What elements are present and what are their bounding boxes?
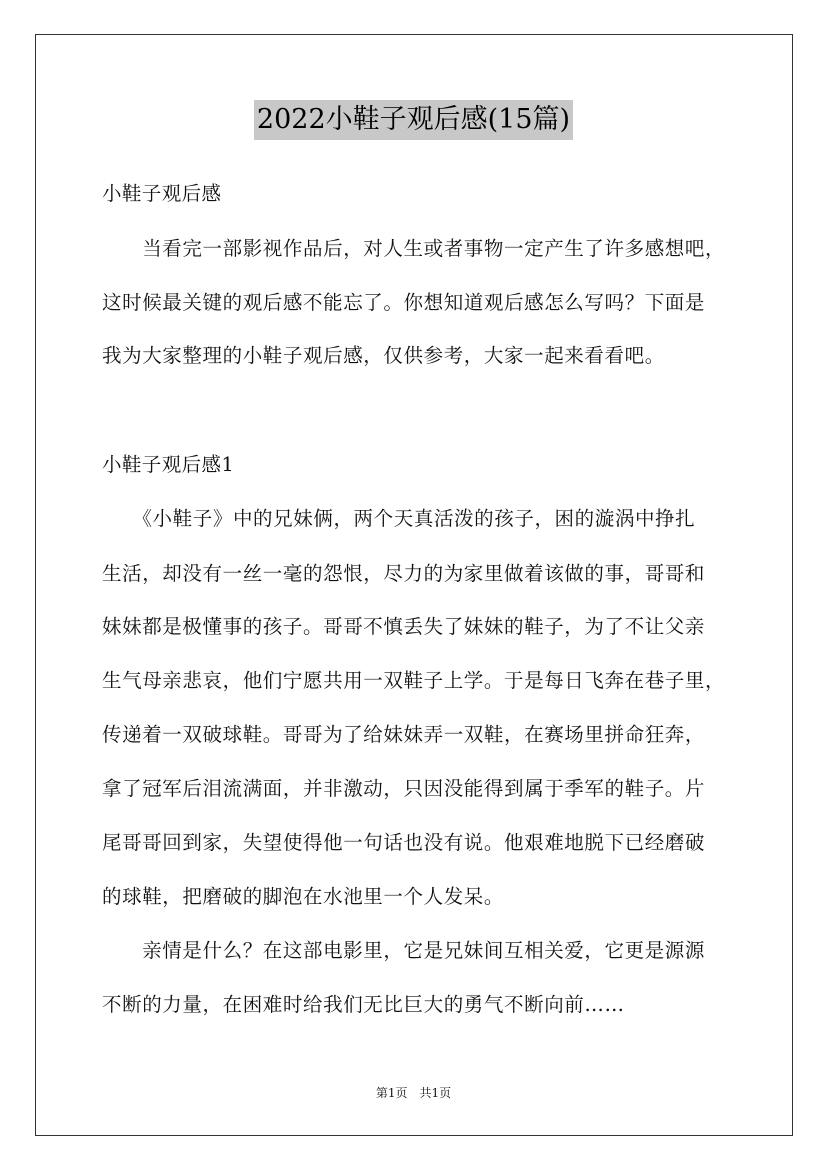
section1-para1-line-1: 《小鞋子》中的兄妹俩，两个天真活泼的孩子，困的漩涡中挣扎 [102,507,696,530]
section1-para1-line-6: 拿了冠军后泪流满面，并非激动，只因没能得到属于季军的鞋子。片 [102,777,706,800]
section1-para1-line-2: 生活，却没有一丝一毫的怨恨，尽力的为家里做着该做的事，哥哥和 [102,562,706,585]
title-wrap [0,100,827,140]
intro-heading: 小鞋子观后感 [102,182,222,205]
page-footer: 第1页 共1页 [375,1086,452,1100]
section1-para1-line-3: 妹妹都是极懂事的孩子。哥哥不慎丢失了妹妹的鞋子，为了不让父亲 [102,615,706,638]
document-title: 2022小鞋子观后感(15篇) [254,100,573,140]
intro-line-2: 这时候最关键的观后感不能忘了。你想知道观后感怎么写吗？下面是 [102,291,706,314]
section1-para2-line-2: 不断的力量，在困难时给我们无比巨大的勇气不断向前…… [102,993,625,1016]
intro-line-3: 我为大家整理的小鞋子观后感，仅供参考，大家一起来看看吧。 [102,344,665,367]
section1-para2-line-1: 亲情是什么？在这部电影里，它是兄妹间互相关爱，它更是源源 [102,939,706,962]
section1-para1-line-5: 传递着一双破球鞋。哥哥为了给妹妹弄一双鞋，在赛场里拼命狂奔， [102,723,706,746]
section1-para1-line-4: 生气母亲悲哀，他们宁愿共用一双鞋子上学。于是每日飞奔在巷子里， [102,669,726,692]
intro-line-1: 当看完一部影视作品后，对人生或者事物一定产生了许多感想吧， [102,237,726,260]
section1-heading: 小鞋子观后感1 [102,453,235,476]
section1-para1-line-8: 的球鞋，把磨破的脚泡在水池里一个人发呆。 [102,885,505,908]
section1-para1-line-7: 尾哥哥回到家，失望使得他一句话也没有说。他艰难地脱下已经磨破 [102,831,706,854]
